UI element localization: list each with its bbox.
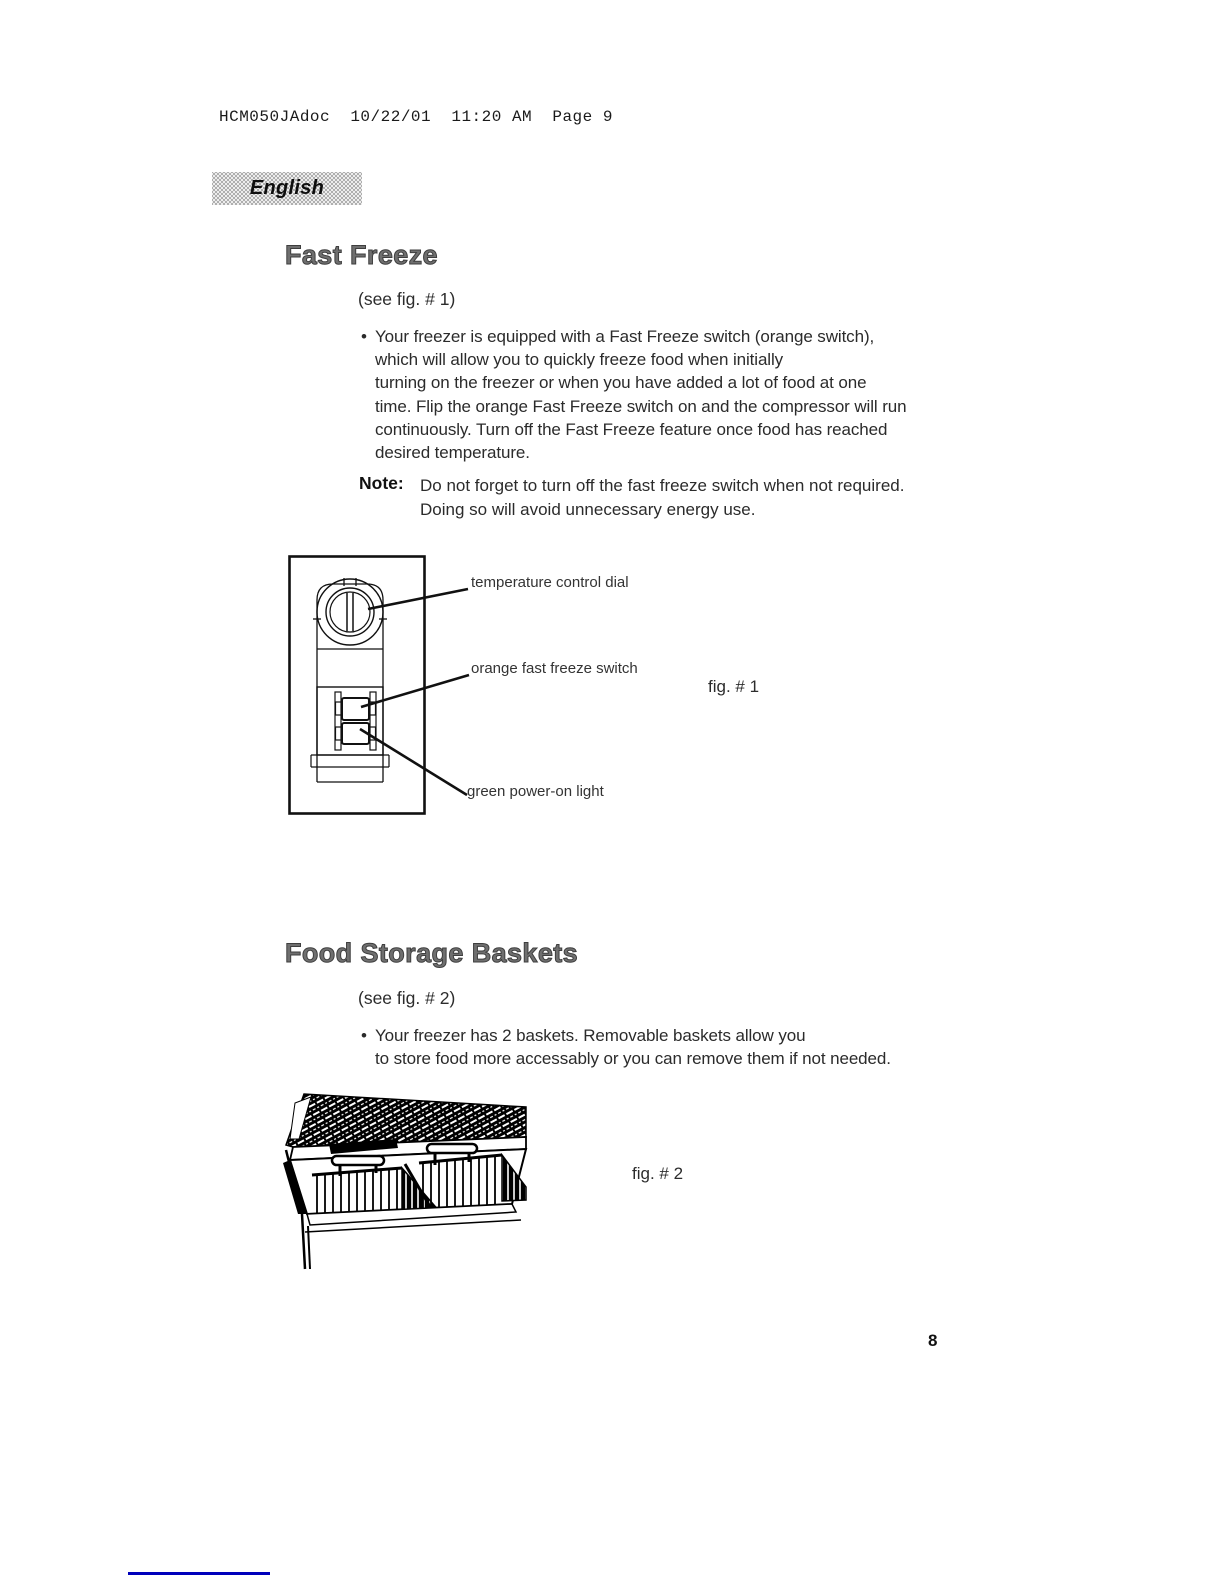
label-green-power-on-light: green power-on light xyxy=(467,783,604,800)
paragraph-line: turning on the freezer or when you have added a lot of food at one xyxy=(375,373,867,393)
paragraph-line: desired temperature. xyxy=(375,443,530,463)
paragraph-line: Your freezer has 2 baskets. Removable baskets allow you xyxy=(375,1026,806,1045)
language-tab-label: English xyxy=(249,177,325,199)
paragraph-line: continuously. Turn off the Fast Freeze feature once food has reached xyxy=(375,419,888,439)
section-title-food-storage-baskets: Food Storage Baskets xyxy=(285,938,579,968)
fast-freeze-paragraph xyxy=(361,325,907,464)
paragraph-line: Your freezer is equipped with a Fast Freeze switch (orange switch), xyxy=(375,327,875,346)
figure2-freezer-baskets xyxy=(283,1088,531,1276)
freezer-drawing xyxy=(283,1088,531,1276)
label-orange-fast-freeze-switch: orange fast freeze switch xyxy=(471,660,638,677)
note-line: Do not forget to turn off the fast freeze switch when not required. xyxy=(420,476,905,495)
food-storage-paragraph xyxy=(361,1024,891,1070)
note-text xyxy=(420,474,904,521)
footer-blue-rule xyxy=(128,1572,270,1575)
figure1-caption: fig. # 1 xyxy=(708,677,760,696)
figure1-control-panel xyxy=(288,555,488,817)
figure2-caption: fig. # 2 xyxy=(632,1164,684,1183)
language-tab-english xyxy=(212,172,362,205)
control-panel-drawing xyxy=(288,555,488,817)
paragraph-line: to store food more accessably or you can remove them if not needed. xyxy=(375,1049,891,1069)
page-number: 8 xyxy=(928,1331,938,1350)
paragraph-line: which will allow you to quickly freeze food when initially xyxy=(375,350,784,370)
bullet-glyph: • xyxy=(361,1026,367,1045)
section-title-fast-freeze: Fast Freeze xyxy=(285,240,438,270)
basket-handle xyxy=(332,1156,384,1165)
print-header: HCM050JAdoc 10/22/01 11:20 AM Page 9 xyxy=(219,108,613,126)
note-label: Note: xyxy=(359,473,404,493)
label-temperature-control-dial: temperature control dial xyxy=(471,574,629,591)
bullet-glyph: • xyxy=(361,327,367,346)
figure-reference-2: (see fig. # 2) xyxy=(358,988,456,1008)
basket-handle xyxy=(427,1144,477,1153)
paragraph-line: time. Flip the orange Fast Freeze switch on and the compressor will run xyxy=(375,396,907,416)
note-line: Doing so will avoid unnecessary energy use. xyxy=(420,499,756,519)
figure-reference-1: (see fig. # 1) xyxy=(358,289,456,309)
